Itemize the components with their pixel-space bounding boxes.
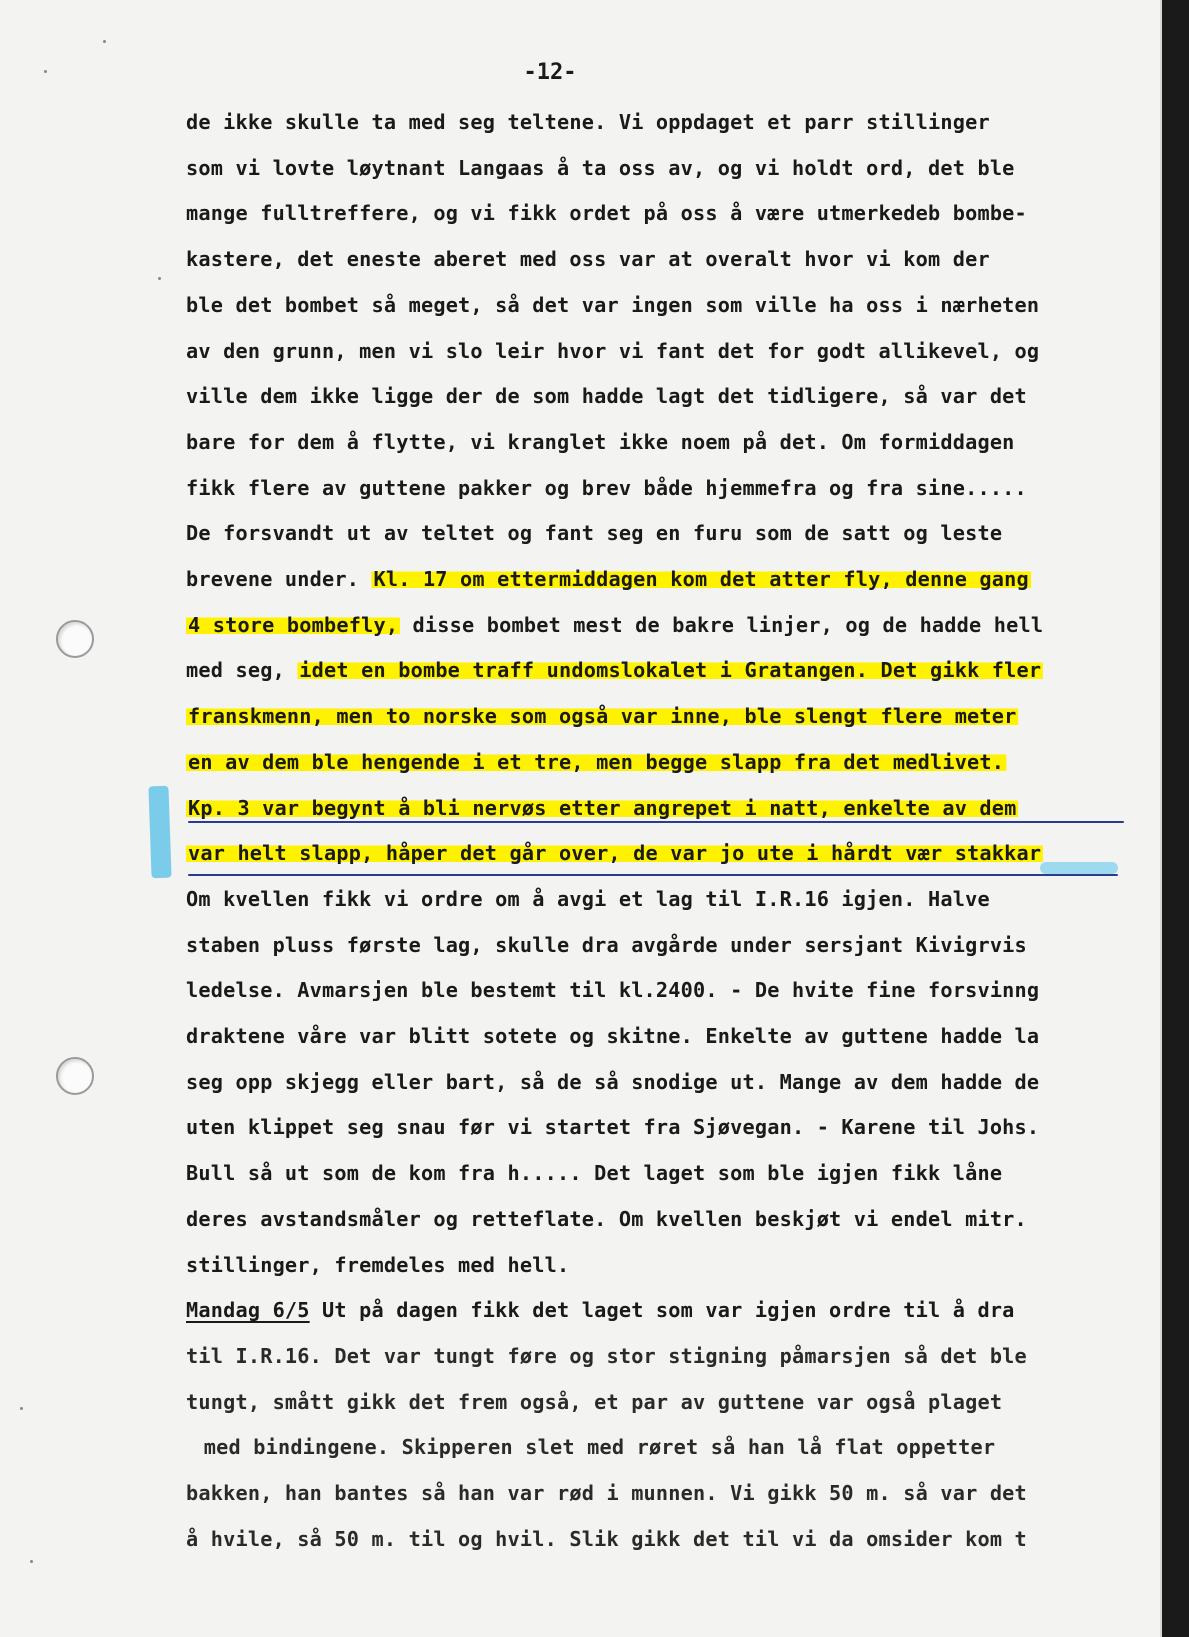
punch-hole [56,620,94,658]
highlighted-text: Kl. 17 om ettermiddagen kom det atter fly, denne gang [373,567,1029,592]
text-line: som vi lovte løytnant Langaas å ta oss av, og vi holdt ord, det ble [186,155,1015,180]
text-line: stillinger, fremdeles med hell. [186,1252,570,1277]
text-line: ledelse. Avmarsjen ble bestemt til kl.2400. - De hvite fine forsvinng [186,978,1040,1003]
paper-speck [158,277,161,280]
typewritten-text [186,100,1166,1563]
text-line: De forsvandt ut av teltet og fant seg en furu som de satt og leste [186,521,1003,546]
date-heading: Mandag 6/5 [186,1298,310,1323]
text-line: seg opp skjegg eller bart, så de så snodige ut. Mange av dem hadde de [186,1069,1040,1094]
highlighted-text: franskmenn, men to norske som også var inne, ble slengt flere meter [187,704,1017,729]
text-line: 4 store bombefly, disse bombet mest de bakre linjer, og de hadde hell [187,612,1044,637]
text-line: bakken, han bantes så han var rød i munnen. Vi gikk 50 m. så var det [186,1481,1027,1506]
paper-speck [103,40,106,43]
punch-hole [56,1057,94,1095]
text-line: av den grunn, men vi slo leir hvor vi fant det for godt allikevel, og [186,338,1040,363]
text-line: de ikke skulle ta med seg teltene. Vi oppdaget et parr stillinger [186,110,990,134]
blue-margin-marker [148,786,171,879]
paper-speck [20,1407,23,1410]
text-line: staben pluss første lag, skulle dra avgårde under sersjant Kivigrvis [186,932,1027,957]
highlighted-text: Kp. 3 var begynt å bli nervøs etter angrepet i natt, enkelte av dem [187,795,1017,820]
text-line: å hvile, så 50 m. til og hvil. Slik gikk det til vi da omsider kom t [186,1526,1027,1551]
highlighted-text: 4 store bombefly, [187,612,399,637]
text-line: draktene våre var blitt sotete og skitne. Enkelte av guttene hadde la [186,1024,1040,1049]
paper-speck [30,1560,33,1563]
text-line: ble det bombet så meget, så det var ingen som ville ha oss i nærheten [186,292,1040,317]
text-line [186,831,1152,877]
highlighted-text: en av dem ble hengende i et tre, men begge slapp fra det medlivet. [187,749,1005,774]
text-line: brevene under. Kl. 17 om ettermiddagen kom det atter fly, denne gang [186,567,1029,592]
text-line [186,694,1152,740]
text-line [186,786,1152,832]
text-line: fikk flere av guttene pakker og brev både hjemmefra og fra sine..... [186,475,1027,500]
text-line: uten klippet seg snau før vi startet fra Sjøvegan. - Karene til Johs. [186,1115,1040,1140]
text-line: Om kvellen fikk vi ordre om å avgi et lag til I.R.16 igjen. Halve [186,886,990,911]
text-line [186,740,1152,786]
text-line: Mandag 6/5 Ut på dagen fikk det laget som var igjen ordre til å dra [186,1298,1015,1323]
text-line: med bindingene. Skipperen slet med røret så han lå flat oppetter [203,1435,996,1460]
page-number: -12- [523,60,577,85]
text-line: mange fulltreffere, og vi fikk ordet på oss å være utmerkedeb bombe- [186,201,1027,226]
text-line: kastere, det eneste aberet med oss var at overalt hvor vi kom der [186,247,990,272]
highlighted-text: var helt slapp, håper det går over, de var jo ute i hårdt vær stakkar [187,841,1042,866]
text-line: ville dem ikke ligge der de som hadde lagt det tidligere, så var det [186,384,1027,409]
text-line: til I.R.16. Det var tungt føre og stor stigning påmarsjen så det ble [186,1343,1027,1368]
text-line: bare for dem å flytte, vi kranglet ikke noem på det. Om formiddagen [186,429,1015,454]
text-line: Bull så ut som de kom fra h..... Det laget som ble igjen fikk låne [186,1161,1003,1186]
text-line: tungt, smått gikk det frem også, et par av guttene var også plaget [186,1389,1003,1414]
text-line: deres avstandsmåler og retteflate. Om kvellen beskjøt vi endel mitr. [186,1206,1027,1231]
highlighted-text: idet en bombe traff undomslokalet i Gratangen. Det gikk fler [299,658,1042,683]
text-line: med seg, idet en bombe traff undomslokalet i Gratangen. Det gikk fler [186,658,1042,683]
